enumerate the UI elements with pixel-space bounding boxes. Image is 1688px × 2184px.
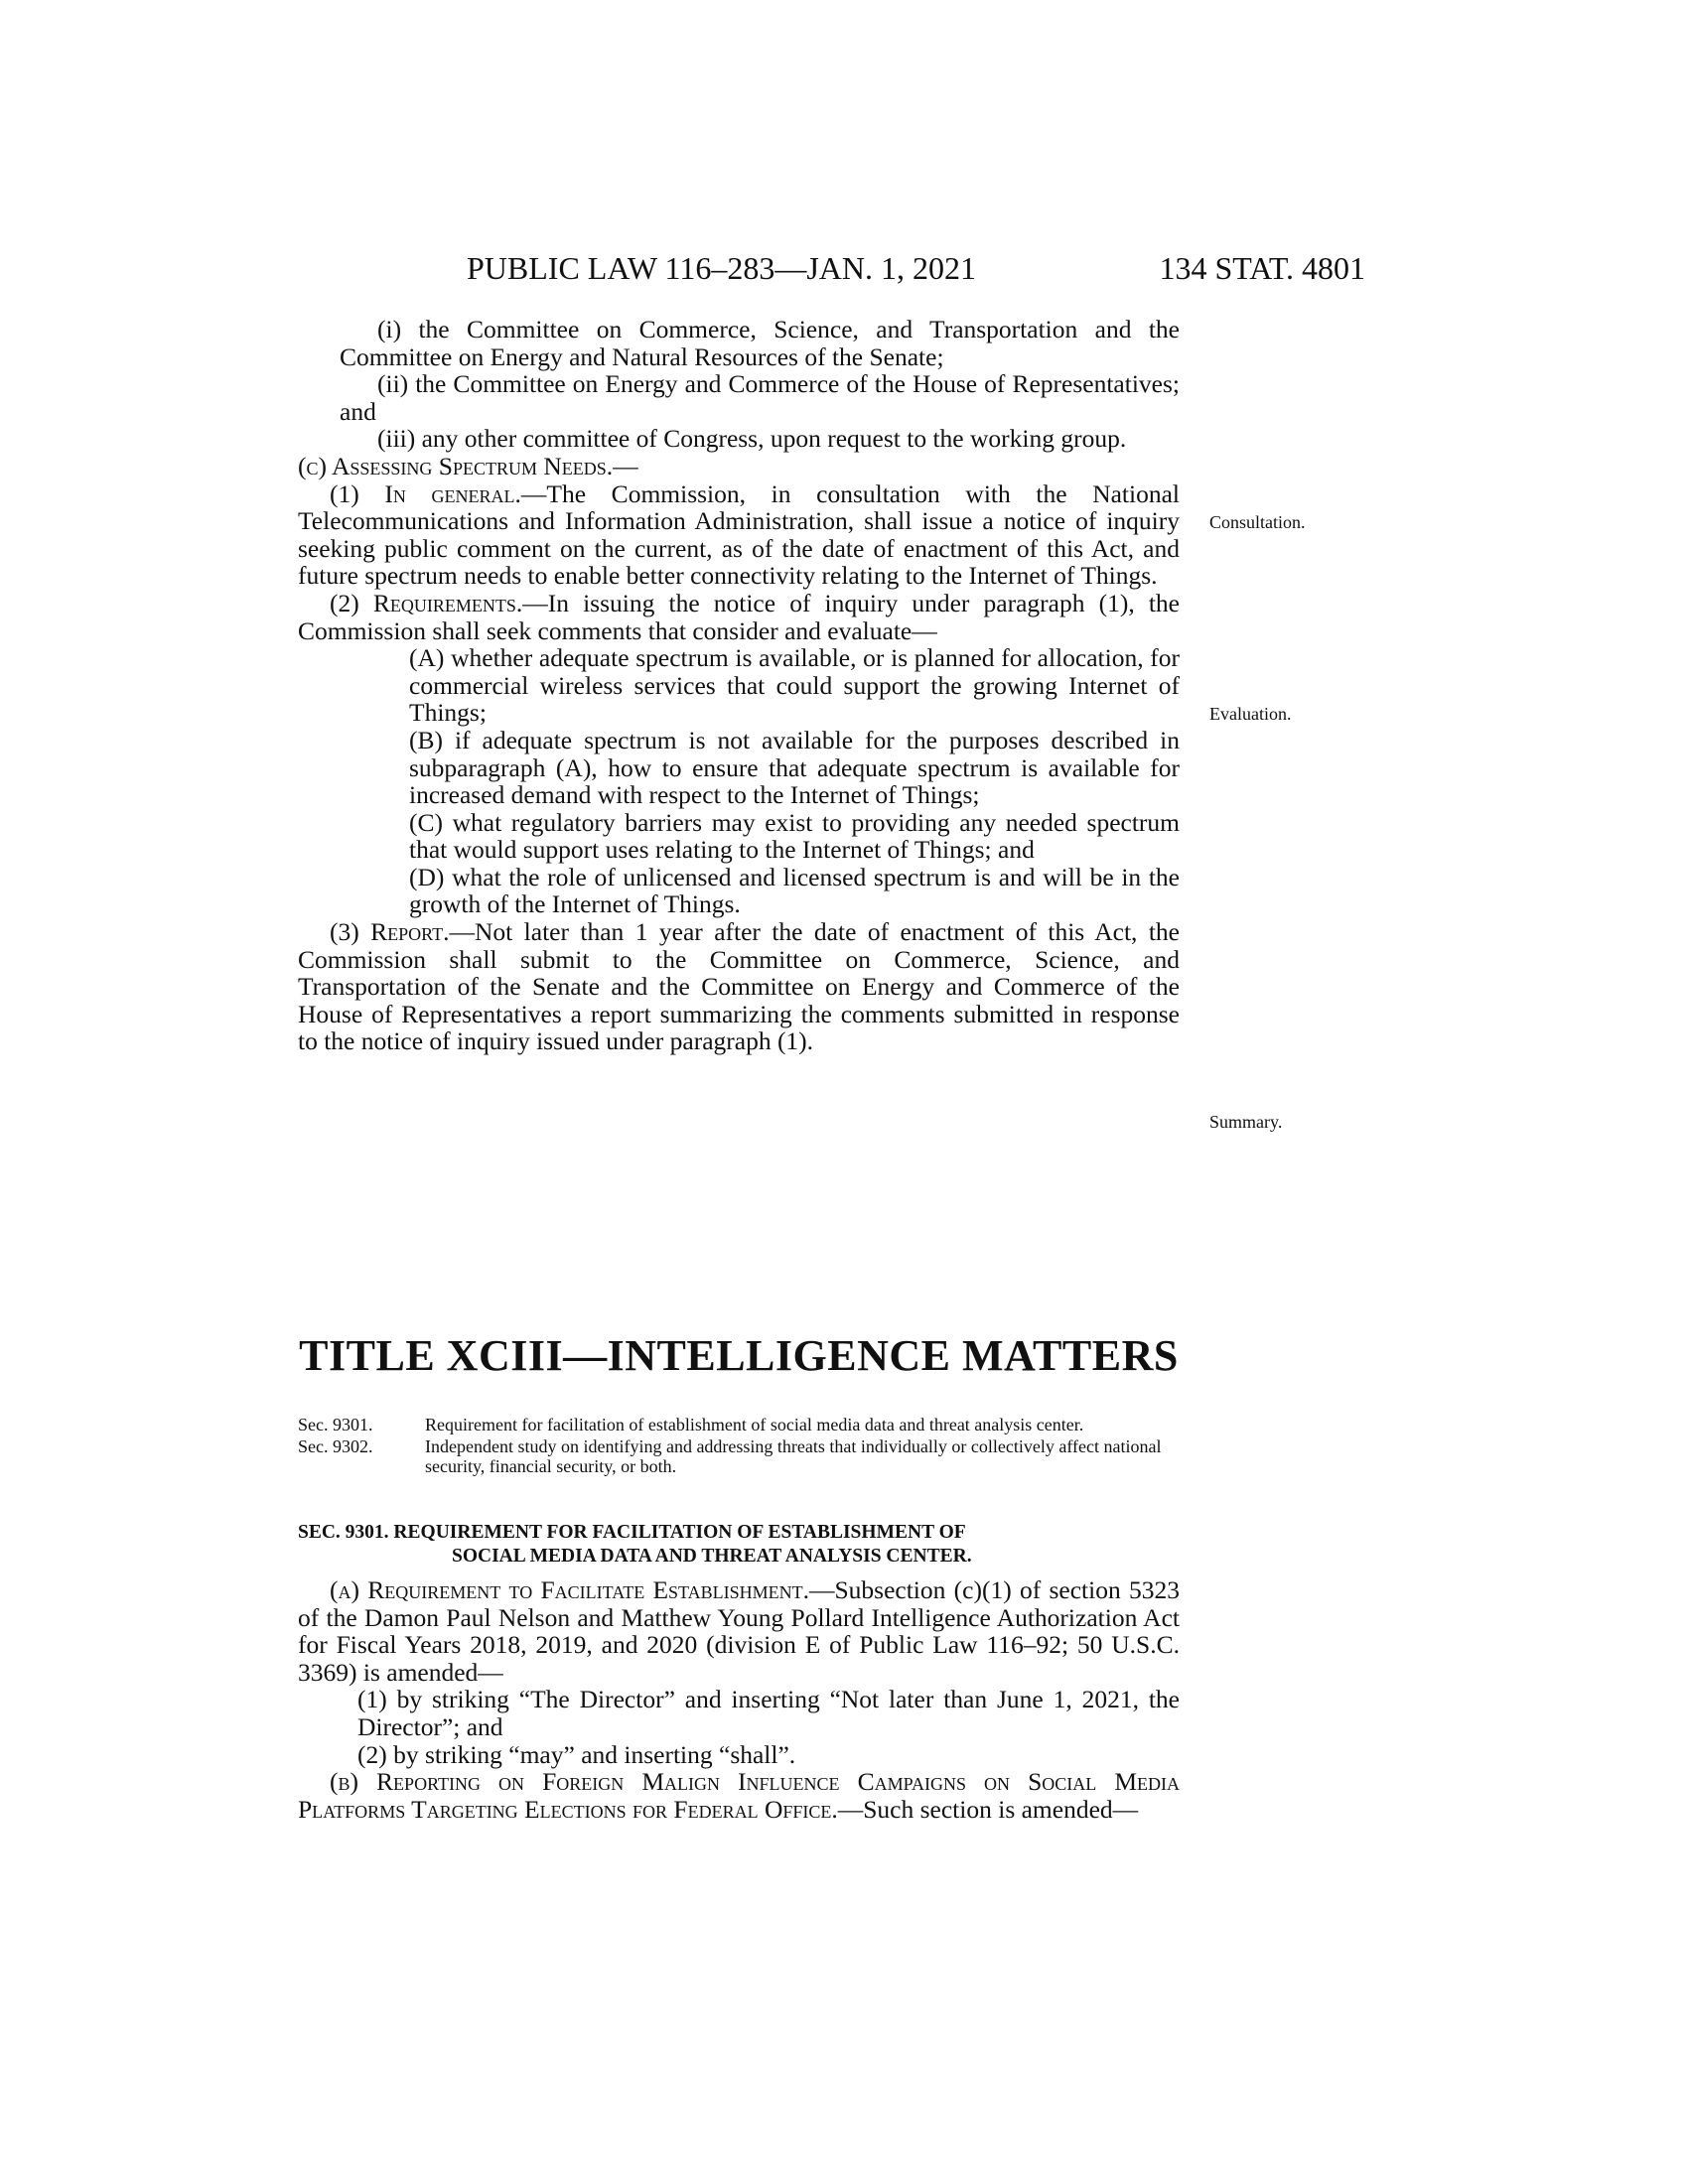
body-text-lower <box>298 1576 1180 1823</box>
subsection-a-item-2-text: (2) by striking “may” and inserting “shall”. <box>357 1739 796 1769</box>
section-heading-line-1: SEC. 9301. REQUIREMENT FOR FACILITATION OF ESTABLISHMENT OF <box>298 1522 966 1543</box>
body-text-upper <box>298 316 1180 1055</box>
paragraph-3-label: (3) Report. <box>330 917 450 947</box>
page-header <box>467 250 1365 290</box>
subsection-a-item-2 <box>298 1741 1180 1769</box>
subsection-b-text: —Such section is amended— <box>837 1794 1139 1824</box>
paragraph-2-text: —In issuing the notice of inquiry under paragraph (1), the Commission shall seek comments that consider and evaluate— <box>298 588 1180 645</box>
title-heading: TITLE XCIII—INTELLIGENCE MATTERS <box>299 1331 1179 1380</box>
paragraph-1-label: (1) In general. <box>330 478 521 508</box>
clause-ii: (ii) the Committee on Energy and Commerce of the House of Representatives; and <box>340 369 1180 426</box>
paragraph-2 <box>298 590 1180 644</box>
subsection-a-item-1-text: (1) by striking “The Director” and inserting “Not later than June 1, 2021, the Director”; and <box>357 1685 1180 1741</box>
subparagraph-d-text: (D) what the role of unlicensed and licensed spectrum is and will be in the growth of the Internet of Things. <box>409 862 1180 919</box>
table-of-contents <box>298 1415 1180 1478</box>
toc-entry <box>298 1415 1180 1434</box>
toc-entry-text: Requirement for facilitation of establishment of social media data and threat analysis center. <box>425 1415 1084 1434</box>
margin-note-consultation: Consultation. <box>1209 512 1306 532</box>
statute-page-number: 134 STAT. 4801 <box>1159 250 1365 286</box>
margin-note-evaluation: Evaluation. <box>1209 704 1292 724</box>
paragraph-1 <box>298 480 1180 590</box>
subsection-a-label: (a) Requirement to Facilitate Establishment. <box>330 1575 809 1604</box>
public-law-citation: PUBLIC LAW 116–283—JAN. 1, 2021 <box>467 250 976 286</box>
margin-note-summary: Summary. <box>1209 1112 1283 1132</box>
paragraph-3 <box>298 918 1180 1055</box>
subsection-a-item-1 <box>298 1686 1180 1740</box>
subparagraph-c-text: (C) what regulatory barriers may exist to providing any needed spectrum that would support uses relating to the Internet of Things; and <box>409 807 1180 865</box>
subsection-b <box>298 1768 1180 1823</box>
clause-iii: (iii) any other committee of Congress, upon request to the working group. <box>377 424 1127 454</box>
subparagraph-c <box>298 809 1180 864</box>
toc-entry-number: Sec. 9301. <box>298 1415 373 1434</box>
subparagraph-a-text: (A) whether adequate spectrum is available, or is planned for allocation, for commercial wireless services that could support the growing Internet of Things; <box>409 643 1180 728</box>
paragraph-3-text: —Not later than 1 year after the date of enactment of this Act, the Commission shall submit to the Committee on Commerce, Science, and Transportation of the Senate and the Committee on Energy and Commerce of the House of Representatives a report summarizing the comments submitted in response to the notice of inquiry issued under paragraph (1). <box>298 917 1181 1056</box>
subsection-b-label: (b) Reporting on Foreign Malign Influence Campaigns on Social Media Platforms Targeting Elections for Federal Office. <box>298 1767 1180 1824</box>
subsection-c-heading: (c) Assessing Spectrum Needs.— <box>298 451 638 480</box>
toc-entry <box>298 1436 1180 1476</box>
clause-i: (i) the Committee on Commerce, Science, and Transportation and the Committee on Energy and Natural Resources of the Senate; <box>340 315 1180 371</box>
paragraph-2-label: (2) Requirements. <box>330 588 523 617</box>
subsection-a <box>298 1576 1180 1686</box>
subsection-a-text: —Subsection (c)(1) of section 5323 of the Damon Paul Nelson and Matthew Young Pollard Intelligence Authorization Act for Fiscal Years 2018, 2019, and 2020 (division E of Public Law 116–92; 50 U.S.C. 3369) is amended— <box>298 1575 1181 1687</box>
paragraph-1-text: —The Commission, in consultation with the National Telecommunications and Information Administration, shall issue a notice of inquiry seeking public comment on the current, as of the date of enactment of this Act, and future spectrum needs to enable better connectivity relating to the Internet of Things. <box>298 478 1180 591</box>
section-heading-line-2: SOCIAL MEDIA DATA AND THREAT ANALYSIS CENTER. <box>452 1546 972 1567</box>
section-heading <box>298 1521 1180 1569</box>
toc-entry-number: Sec. 9302. <box>298 1436 373 1456</box>
subparagraph-d <box>298 864 1180 918</box>
subparagraph-b-text: (B) if adequate spectrum is not available for the purposes described in subparagraph (A), how to ensure that adequate spectrum is available for increased demand with respect to the Internet of Things; <box>409 725 1180 810</box>
subparagraph-b <box>298 727 1180 809</box>
toc-entry-text: Independent study on identifying and addressing threats that individually or collectively affect national security, financial security, or both. <box>425 1436 1162 1476</box>
subparagraph-a <box>298 644 1180 727</box>
